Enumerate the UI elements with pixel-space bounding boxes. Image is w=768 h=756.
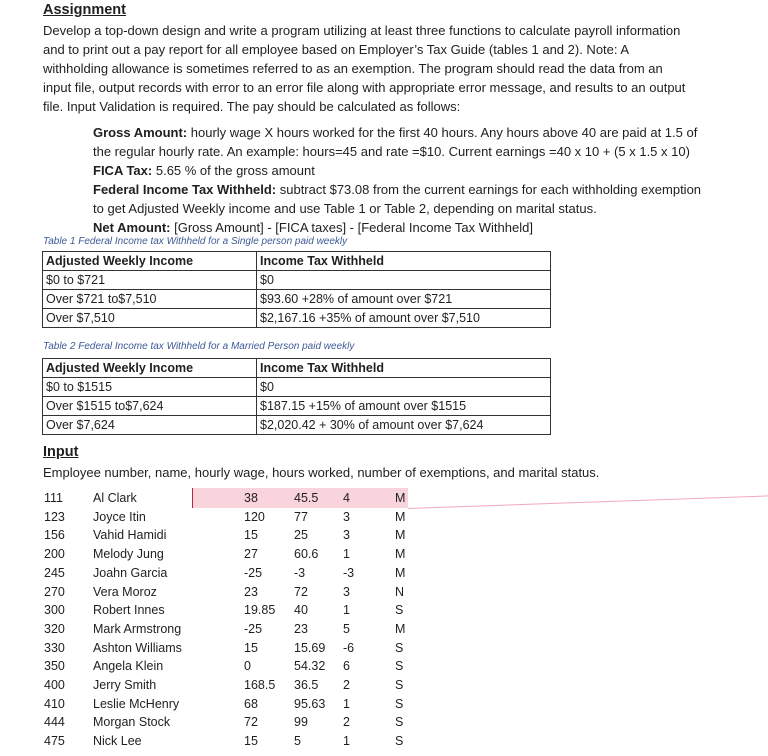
hourly-wage: -25 (244, 565, 263, 580)
table-cell: $2,167.16 +35% of amount over $7,510 (257, 309, 551, 328)
gross-amount-example: the regular hourly rate. An example: hours=45 and rate =$10. Current earnings =40 x 10 + (5 x 1.5 x 10) (93, 144, 690, 159)
employee-name: Vera Moroz (93, 584, 157, 599)
hourly-wage: -25 (244, 621, 263, 636)
employee-number: 111 (44, 491, 64, 505)
federal-tax-label: Federal Income Tax Withheld: (93, 182, 277, 197)
marital-status: S (395, 603, 404, 618)
hours-worked: 95.63 (294, 696, 326, 711)
employee-number: 475 (44, 734, 65, 749)
table-row (43, 309, 551, 328)
marital-status: M (395, 509, 406, 524)
employee-name: Joahn Garcia (93, 565, 168, 580)
exemptions: 5 (343, 621, 350, 636)
employee-name: Jerry Smith (93, 678, 157, 692)
federal-tax-rule (93, 180, 763, 199)
employee-number: 123 (44, 509, 65, 524)
marital-status: M (395, 565, 406, 580)
exemptions: 1 (343, 734, 350, 749)
record-row (0, 489, 768, 508)
employee-name: Angela Klein (93, 659, 164, 674)
hourly-wage: 27 (244, 547, 258, 562)
calculation-rules (93, 123, 763, 237)
hourly-wage: 0 (244, 659, 251, 674)
fica-rule (93, 161, 763, 180)
hours-worked: 25 (294, 528, 308, 543)
table1-caption: Table 1 Federal Income tax Withheld for a Single person paid weekly (43, 236, 348, 247)
employee-number: 410 (44, 696, 65, 711)
assignment-line: withholding allowance is sometimes referred to as an exemption. The program should read the data from an (43, 61, 663, 76)
gross-amount-text: hourly wage X hours worked for the first 40 hours. Any hours above 40 are paid at 1.5 of (187, 125, 698, 140)
table-header-cell: Income Tax Withheld (257, 359, 551, 378)
exemptions: 6 (343, 659, 350, 674)
employee-number: 270 (44, 584, 65, 599)
hourly-wage: 38 (244, 491, 258, 505)
hourly-wage: 15 (244, 528, 258, 543)
hours-worked: 77 (294, 509, 308, 524)
employee-name: Melody Jung (93, 547, 164, 562)
table-header-cell: Income Tax Withheld (257, 252, 551, 271)
exemptions: 3 (343, 584, 350, 599)
input-heading: Input (43, 444, 79, 460)
exemptions: -3 (343, 565, 355, 580)
federal-tax-text: subtract $73.08 from the current earnings for each withholding exemption (276, 182, 702, 197)
employee-number: 320 (44, 621, 65, 636)
record-row (0, 601, 768, 620)
record-row (0, 639, 768, 658)
hours-worked: 40 (294, 603, 308, 618)
table1 (42, 251, 551, 328)
marital-status: N (395, 584, 405, 599)
hours-worked: 99 (294, 715, 308, 730)
table2-caption: Table 2 Federal Income tax Withheld for a Married Person paid weekly (43, 341, 355, 352)
hours-worked: 45.5 (294, 491, 319, 505)
table-row (43, 397, 551, 416)
employee-name: Robert Innes (93, 603, 165, 618)
table-cell: $0 to $1515 (43, 378, 257, 397)
marital-status: M (395, 491, 406, 505)
hours-worked: 54.32 (294, 659, 326, 674)
hours-worked: 36.5 (294, 678, 319, 692)
table2 (42, 358, 551, 435)
table-header-row (43, 359, 551, 378)
marital-status: S (395, 678, 404, 692)
exemptions: 1 (343, 696, 350, 711)
employee-number: 350 (44, 659, 65, 674)
marital-status: M (395, 621, 406, 636)
table-cell: $0 (257, 271, 551, 290)
employee-number: 444 (44, 715, 65, 730)
record-row (0, 732, 768, 751)
exemptions: 2 (343, 678, 350, 692)
record-row (0, 583, 768, 602)
hourly-wage: 168.5 (244, 678, 276, 692)
marital-status: M (395, 547, 406, 562)
marital-status: S (395, 659, 404, 674)
input-description: Employee number, name, hourly wage, hours worked, number of exemptions, and marital status. (43, 465, 600, 480)
federal-tax-text-2: to get Adjusted Weekly income and use Table 1 or Table 2, depending on marital status. (93, 201, 597, 216)
employee-name: Morgan Stock (93, 715, 171, 730)
employee-number: 200 (44, 547, 65, 562)
exemptions: 2 (343, 715, 350, 730)
table-row (43, 416, 551, 435)
hours-worked: 15.69 (294, 640, 326, 655)
net-amount-text: [Gross Amount] - [FICA taxes] - [Federal Income Tax Withheld] (170, 220, 533, 235)
record-row (0, 657, 768, 676)
table-row (43, 271, 551, 290)
hourly-wage: 19.85 (244, 603, 276, 618)
table-header-cell: Adjusted Weekly Income (43, 359, 257, 378)
exemptions: 3 (343, 509, 350, 524)
employee-number: 400 (44, 678, 65, 692)
table-cell: $93.60 +28% of amount over $721 (257, 290, 551, 309)
marital-status: S (395, 640, 404, 655)
record-row (0, 695, 768, 714)
employee-number: 156 (44, 528, 65, 543)
table-cell: $187.15 +15% of amount over $1515 (257, 397, 551, 416)
marital-status: M (395, 528, 406, 543)
marital-status: S (395, 734, 404, 749)
employee-name: Al Clark (93, 491, 137, 505)
table-cell: Over $7,624 (43, 416, 257, 435)
net-amount-label: Net Amount: (93, 220, 171, 235)
hourly-wage: 120 (244, 509, 265, 524)
table-cell: Over $721 to$7,510 (43, 290, 257, 309)
employee-name: Nick Lee (93, 734, 142, 749)
exemptions: 3 (343, 528, 350, 543)
assignment-line: Develop a top-down design and write a program utilizing at least three functions to calculate payroll information (43, 23, 681, 38)
assignment-paragraph (43, 21, 763, 116)
table-header-row (43, 252, 551, 271)
hours-worked: 60.6 (294, 547, 319, 562)
hours-worked: 23 (294, 621, 308, 636)
marital-status: S (395, 696, 404, 711)
employee-name: Joyce Itin (93, 509, 146, 524)
hourly-wage: 72 (244, 715, 258, 730)
employee-name: Vahid Hamidi (93, 528, 167, 543)
exemptions: -6 (343, 640, 355, 655)
fica-label: FICA Tax: (93, 163, 153, 178)
assignment-line: file. Input Validation is required. The pay should be calculated as follows: (43, 99, 461, 114)
table-row (43, 290, 551, 309)
table-cell: $0 to $721 (43, 271, 257, 290)
net-amount-rule (93, 218, 763, 237)
exemptions: 1 (343, 603, 350, 618)
hourly-wage: 15 (244, 734, 258, 749)
table-header-cell: Adjusted Weekly Income (43, 252, 257, 271)
employee-number: 330 (44, 640, 65, 655)
exemptions: 1 (343, 547, 350, 562)
hours-worked: -3 (294, 565, 306, 580)
record-row (0, 620, 768, 639)
fica-text: 5.65 % of the gross amount (152, 163, 315, 178)
gross-amount-rule (93, 123, 763, 142)
hourly-wage: 15 (244, 640, 258, 655)
employee-number: 300 (44, 603, 65, 618)
hours-worked: 5 (294, 734, 301, 749)
employee-name: Mark Armstrong (93, 621, 182, 636)
gross-amount-label: Gross Amount: (93, 125, 188, 140)
record-row (0, 545, 768, 564)
table-cell: $0 (257, 378, 551, 397)
table-row (43, 378, 551, 397)
record-row (0, 526, 768, 545)
assignment-heading: Assignment (43, 2, 126, 18)
hourly-wage: 23 (244, 584, 258, 599)
record-row (0, 713, 768, 732)
hours-worked: 72 (294, 584, 308, 599)
exemptions: 4 (343, 491, 350, 505)
table-cell: $2,020.42 + 30% of amount over $7,624 (257, 416, 551, 435)
table-cell: Over $1515 to$7,624 (43, 397, 257, 416)
assignment-line: input file, output records with error to an error file along with appropriate error message, and results to an output (43, 80, 686, 95)
record-row (0, 564, 768, 583)
employee-number: 245 (44, 565, 65, 580)
assignment-line: and to print out a pay report for all employee based on Employer’s Tax Guide (tables 1 and 2). Note: A (43, 42, 630, 57)
employee-name: Ashton Williams (93, 640, 182, 655)
employee-name: Leslie McHenry (93, 696, 180, 711)
marital-status: S (395, 715, 404, 730)
record-row (0, 508, 768, 527)
table-cell: Over $7,510 (43, 309, 257, 328)
record-row (0, 676, 768, 695)
hourly-wage: 68 (244, 696, 258, 711)
